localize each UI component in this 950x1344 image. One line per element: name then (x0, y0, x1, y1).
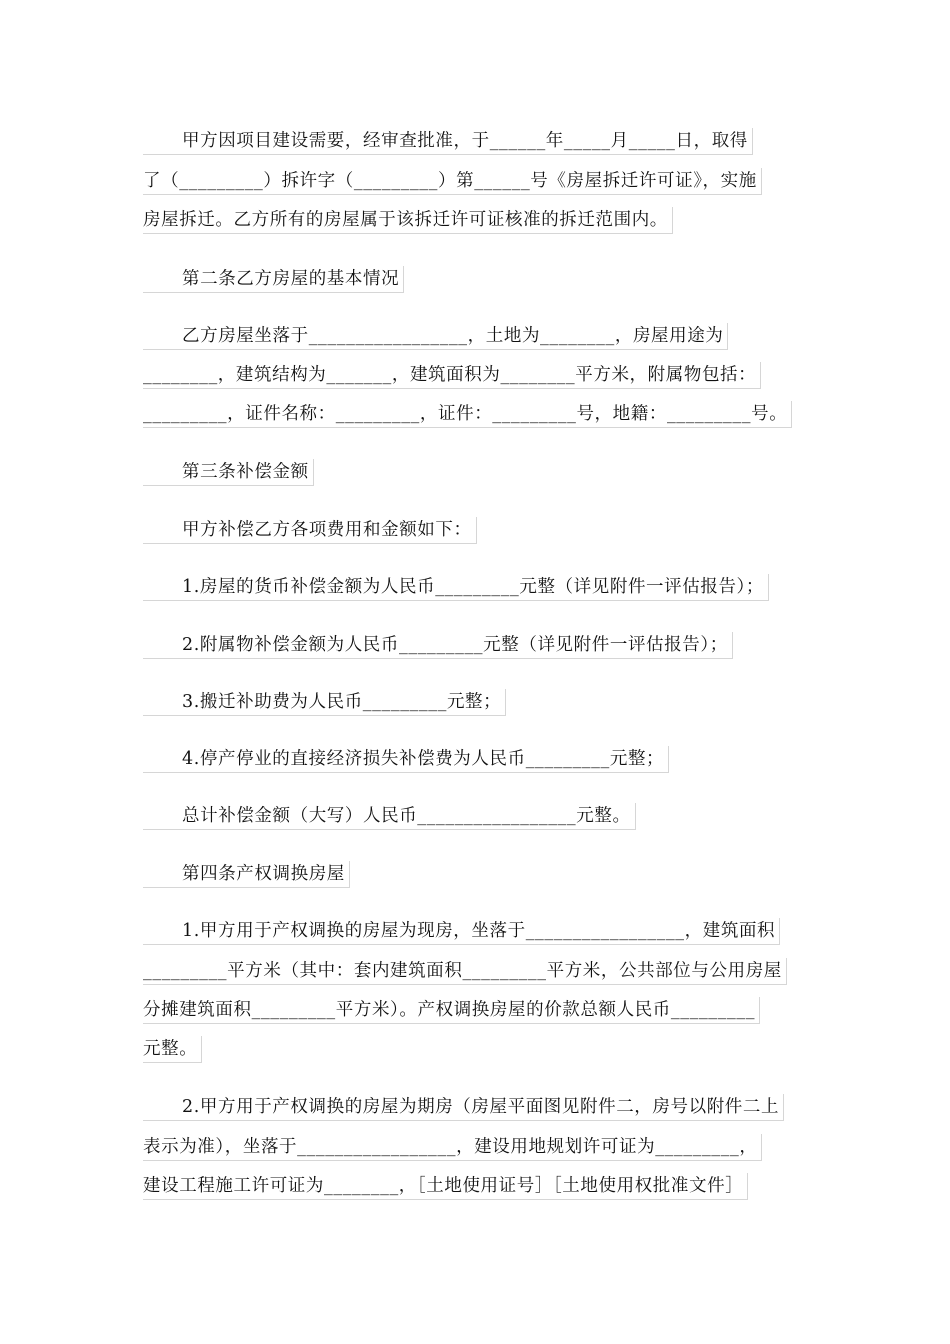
compensation-item-1: 1.房屋的货币补偿金额为人民币_________元整（详见附件一评估报告）； (143, 574, 769, 601)
paragraph-future-house-line-3: 建设工程施工许可证为________，［土地使用证号］［土地使用权批准文件］ (143, 1173, 748, 1200)
article-4-title: 第四条产权调换房屋 (143, 861, 350, 888)
paragraph-existing-house-line-4: 元整。 (143, 1036, 202, 1063)
paragraph-future-house-line-1: 2.甲方用于产权调换的房屋为期房（房屋平面图见附件二，房号以附件二上 (143, 1094, 784, 1121)
paragraph-house-info-line-2: ________，建筑结构为_______，建筑面积为________平方米，附属物包括： (143, 362, 761, 389)
compensation-item-3: 3.搬迁补助费为人民币_________元整； (143, 689, 506, 716)
paragraph-intro-line-1: 甲方因项目建设需要，经审查批准，于______年_____月_____日，取得 (143, 128, 753, 155)
compensation-item-2: 2.附属物补偿金额为人民币_________元整（详见附件一评估报告）； (143, 632, 733, 659)
paragraph-intro-line-2: 了（_________）拆许字（_________）第______号《房屋拆迁许可证》，实施 (143, 168, 762, 195)
article-3-title: 第三条补偿金额 (143, 459, 314, 486)
paragraph-future-house-line-2: 表示为准），坐落于_________________，建设用地规划许可证为_________， (143, 1134, 762, 1161)
paragraph-intro-line-3: 房屋拆迁。乙方所有的房屋属于该拆迁许可证核准的拆迁范围内。 (143, 207, 673, 234)
paragraph-existing-house-line-2: _________平方米（其中：套内建筑面积_________平方米，公共部位与公用房屋 (143, 958, 787, 985)
compensation-item-4: 4.停产停业的直接经济损失补偿费为人民币_________元整； (143, 746, 669, 773)
compensation-total: 总计补偿金额（大写）人民币_________________元整。 (143, 803, 636, 830)
paragraph-existing-house-line-3: 分摊建筑面积_________平方米）。产权调换房屋的价款总额人民币_________ (143, 997, 760, 1024)
paragraph-house-info-line-1: 乙方房屋坐落于_________________，土地为________，房屋用途为 (143, 323, 728, 350)
paragraph-existing-house-line-1: 1.甲方用于产权调换的房屋为现房，坐落于_________________，建筑面积 (143, 918, 780, 945)
paragraph-compensation-intro: 甲方补偿乙方各项费用和金额如下： (143, 517, 477, 544)
article-2-title: 第二条乙方房屋的基本情况 (143, 266, 404, 293)
paragraph-house-info-line-3: _________，证件名称：_________，证件：_________号，地籍：_________号。 (143, 401, 792, 428)
